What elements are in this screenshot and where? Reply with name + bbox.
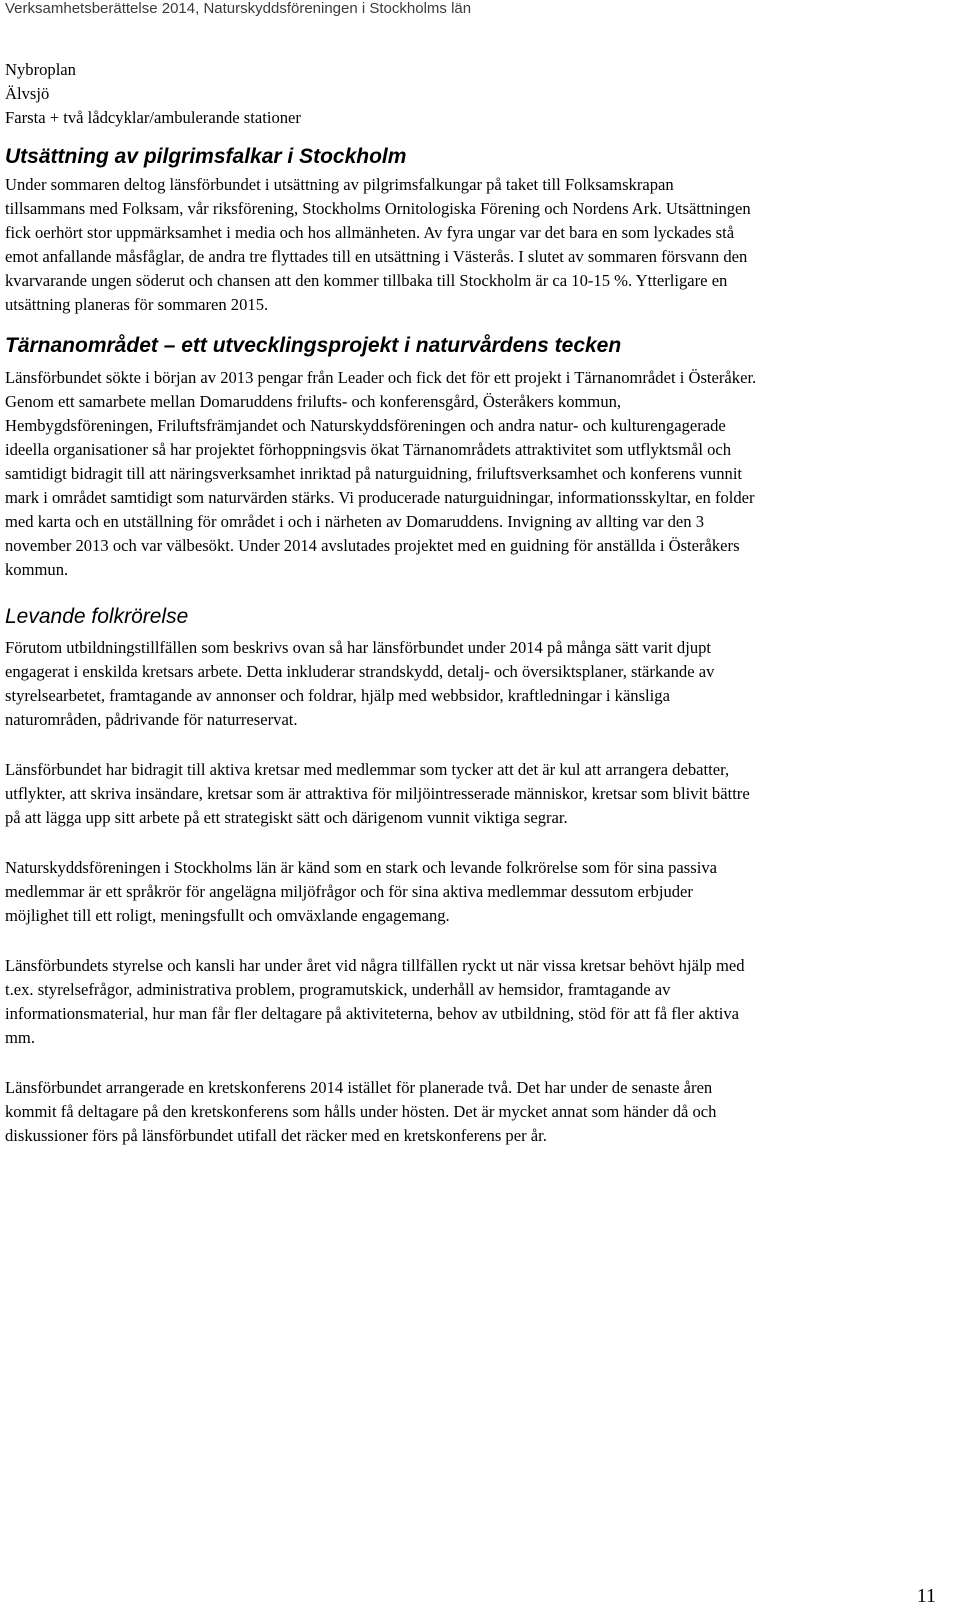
text-line: mm. (5, 1028, 35, 1047)
heading-tarnan-project: Tärnanområdet – ett utvecklingsprojekt i naturvårdens tecken (5, 334, 622, 357)
text-line: naturområden, pådrivande för naturreservat. (5, 710, 298, 729)
text-line: t.ex. styrelsefrågor, administrativa problem, programutskick, underhåll av hemsidor, framtagande av (5, 980, 671, 999)
text-line: möjlighet till ett roligt, meningsfullt och omväxlande engagemang. (5, 906, 450, 925)
text-line: kommun. (5, 560, 69, 579)
station-item: Nybroplan (5, 60, 76, 79)
text-line: Länsförbundet sökte i början av 2013 pengar från Leader och fick det för ett projekt i Tärnanområdet i Österåker. (5, 368, 757, 387)
paragraph (5, 636, 953, 732)
text-line: Förutom utbildningstillfällen som beskrivs ovan så har länsförbundet under 2014 på många sätt varit djupt (5, 638, 712, 657)
paragraph (5, 1076, 953, 1148)
text-line: emot anfallande måsfåglar, de andra tre flyttades till en utsättning i Västerås. I slutet av sommaren försvann den (5, 247, 748, 266)
page-content (5, 58, 953, 1148)
text-line: informationsmaterial, hur man får fler deltagare på aktiviteterna, behov av utbildning, stöd för att få fler aktiva (5, 1004, 739, 1023)
text-line: mark i området samtidigt som naturvärden stärks. Vi producerade naturguidningar, informationsskyltar, en folder (5, 488, 755, 507)
text-line: ideella organisationer så har projektet förhoppningsvis ökat Tärnanområdets attraktivitet som utflyktsmål och (5, 440, 732, 459)
text-line: med karta och en utställning för området i och i närheten av Domaruddens. Invigning av allting var den 3 (5, 512, 705, 531)
text-line: diskussioner förs på länsförbundet utifall det räcker med en kretskonferens per år. (5, 1126, 547, 1145)
page-number: 11 (916, 1585, 936, 1607)
paragraph (5, 856, 953, 928)
text-line: fick oerhört stor uppmärksamhet i media och hos allmänheten. Av fyra ungar var det bara en som lyckades stå (5, 223, 735, 242)
station-item: Älvsjö (5, 84, 50, 103)
paragraph (5, 758, 953, 830)
paragraph (5, 954, 953, 1050)
paragraph-pilgrim-falcons (5, 173, 953, 317)
heading-pilgrim-falcons: Utsättning av pilgrimsfalkar i Stockholm (5, 145, 407, 168)
text-line: Hembygdsföreningen, Friluftsfrämjandet och Naturskyddsföreningen och andra natur- och kulturengagerade (5, 416, 726, 435)
station-item: Farsta + två lådcyklar/ambulerande stationer (5, 108, 301, 127)
text-line: Länsförbundet arrangerade en kretskonferens 2014 istället för planerade två. Det har under de senaste åren (5, 1078, 713, 1097)
section-living-movement (5, 636, 953, 1148)
text-line: Under sommaren deltog länsförbundet i utsättning av pilgrimsfalkungar på taket till Folksamskrapan (5, 175, 674, 194)
text-line: november 2013 och var välbesökt. Under 2014 avslutades projektet med en guidning för anställda i Österåkers (5, 536, 740, 555)
text-line: utsättning planeras för sommaren 2015. (5, 295, 269, 314)
text-line: kommit få deltagare på den kretskonferens som hålls under hösten. Det är mycket annat som händer då och (5, 1102, 717, 1121)
text-line: styrelsearbetet, framtagande av annonser och foldrar, hjälp med webbsidor, kraftledningar i känsliga (5, 686, 670, 705)
station-list (5, 58, 953, 130)
text-line: engagerat i enskilda kretsars arbete. Detta inkluderar strandskydd, detalj- och översiktsplaner, stärkande av (5, 662, 715, 681)
running-header: Verksamhetsberättelse 2014, Naturskyddsföreningen i Stockholms län (5, 0, 472, 17)
paragraph-tarnan-project (5, 366, 953, 582)
text-line: Länsförbundet har bidragit till aktiva kretsar med medlemmar som tycker att det är kul att arrangera debatter, (5, 760, 730, 779)
text-line: samtidigt bidragit till att näringsverksamhet inriktad på naturguidning, friluftsverksamhet och konferens vunnit (5, 464, 743, 483)
text-line: Naturskyddsföreningen i Stockholms län är känd som en stark och levande folkrörelse som för sina passiva (5, 858, 717, 877)
text-line: Genom ett samarbete mellan Domaruddens frilufts- och konferensgård, Österåkers kommun, (5, 392, 622, 411)
text-line: Länsförbundets styrelse och kansli har under året vid några tillfällen ryckt ut när vissa kretsar behövt hjälp med (5, 956, 745, 975)
text-line: kvarvarande ungen söderut och chansen att den kommer tillbaka till Stockholm är ca 10-15 %. Ytterligare en (5, 271, 728, 290)
text-line: tillsammans med Folksam, vår riksförening, Stockholms Ornitologiska Förening och Nordens Ark. Utsättningen (5, 199, 751, 218)
text-line: medlemmar är ett språkrör för angelägna miljöfrågor och för sina aktiva medlemmar dessutom erbjuder (5, 882, 693, 901)
text-line: på att lägga upp sitt arbete på ett strategiskt sätt och därigenom vunnit viktiga segrar. (5, 808, 568, 827)
text-line: utflykter, att skriva insändare, kretsar som är attraktiva för miljöintresserade människor, kretsar som blivit bättre (5, 784, 750, 803)
heading-living-movement: Levande folkrörelse (5, 605, 189, 628)
